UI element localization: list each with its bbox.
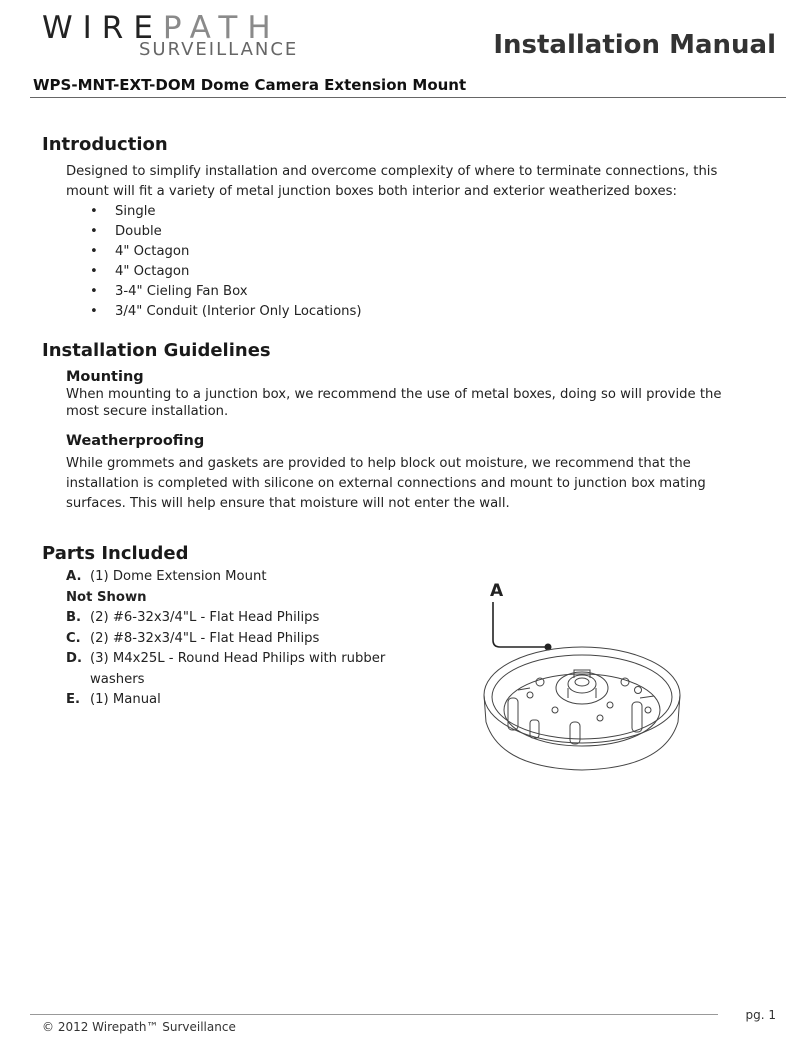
not-shown-label: Not Shown: [66, 589, 147, 605]
logo-word-dark: WIRE: [42, 10, 163, 46]
part-letter: D.: [66, 651, 82, 666]
box-type-list: [90, 202, 362, 322]
dome-extension-mount-illustration: [470, 570, 700, 785]
list-item: • 3/4" Conduit (Interior Only Locations): [90, 302, 362, 322]
logo-word-light: PATH: [162, 10, 281, 46]
callout-leader-line: [493, 602, 548, 647]
introduction-text: Designed to simplify installation and overcome complexity of where to terminate connections, this mount will fit a variety of metal junction boxes both interior and exterior weatherized boxes:: [66, 164, 718, 199]
guidelines-heading: Installation Guidelines: [42, 340, 271, 361]
manual-title: Installation Manual: [493, 30, 776, 60]
mounting-heading: Mounting: [66, 369, 144, 385]
part-item-b: [66, 608, 386, 629]
part-letter: B.: [66, 610, 82, 625]
mounting-text: When mounting to a junction box, we recommend the use of metal boxes, doing so will provide the most secure installation.: [66, 387, 722, 419]
part-item-c: [66, 629, 386, 650]
footer-copyright: © 2012 Wirepath™ Surveillance: [42, 1020, 236, 1034]
list-item: • Double: [90, 222, 362, 242]
part-item-a: [66, 567, 386, 588]
part-text: (1) Manual: [90, 692, 161, 707]
product-title: WPS-MNT-EXT-DOM Dome Camera Extension Mount: [33, 76, 467, 94]
part-item-d: [66, 649, 386, 690]
list-item: • 3-4" Cieling Fan Box: [90, 282, 362, 302]
introduction-heading: Introduction: [42, 134, 168, 155]
page-number: pg. 1: [745, 1008, 776, 1022]
weatherproofing-text: While grommets and gaskets are provided to help block out moisture, we recommend that the installation is completed with silicone on external connections and mount to junction box mating surfaces. This will help ensure that moisture will not enter the wall.: [66, 456, 706, 511]
part-text: (2) #8-32x3/4"L - Flat Head Philips: [90, 630, 320, 646]
callout-label: A: [490, 581, 504, 601]
list-item: • 4" Octagon: [90, 262, 362, 282]
parts-list: [66, 567, 386, 711]
part-text: (3) M4x25L - Round Head Philips with rubber washers: [90, 651, 386, 687]
logo-subtitle: SURVEILLANCE: [139, 39, 299, 60]
part-text: (1) Dome Extension Mount: [90, 569, 267, 584]
footer-divider: [30, 1014, 718, 1015]
part-item-e: [66, 690, 386, 711]
part-text: (2) #6-32x3/4"L - Flat Head Philips: [90, 610, 320, 625]
header-divider: [30, 97, 786, 98]
list-item: • 4" Octagon: [90, 242, 362, 262]
parts-heading: Parts Included: [42, 543, 189, 564]
list-item: • Single: [90, 202, 362, 222]
mount-body: [484, 647, 680, 770]
part-letter: A.: [66, 569, 82, 584]
weatherproofing-heading: Weatherproofing: [66, 433, 205, 449]
part-letter: C.: [66, 630, 81, 646]
part-letter: E.: [66, 692, 81, 707]
